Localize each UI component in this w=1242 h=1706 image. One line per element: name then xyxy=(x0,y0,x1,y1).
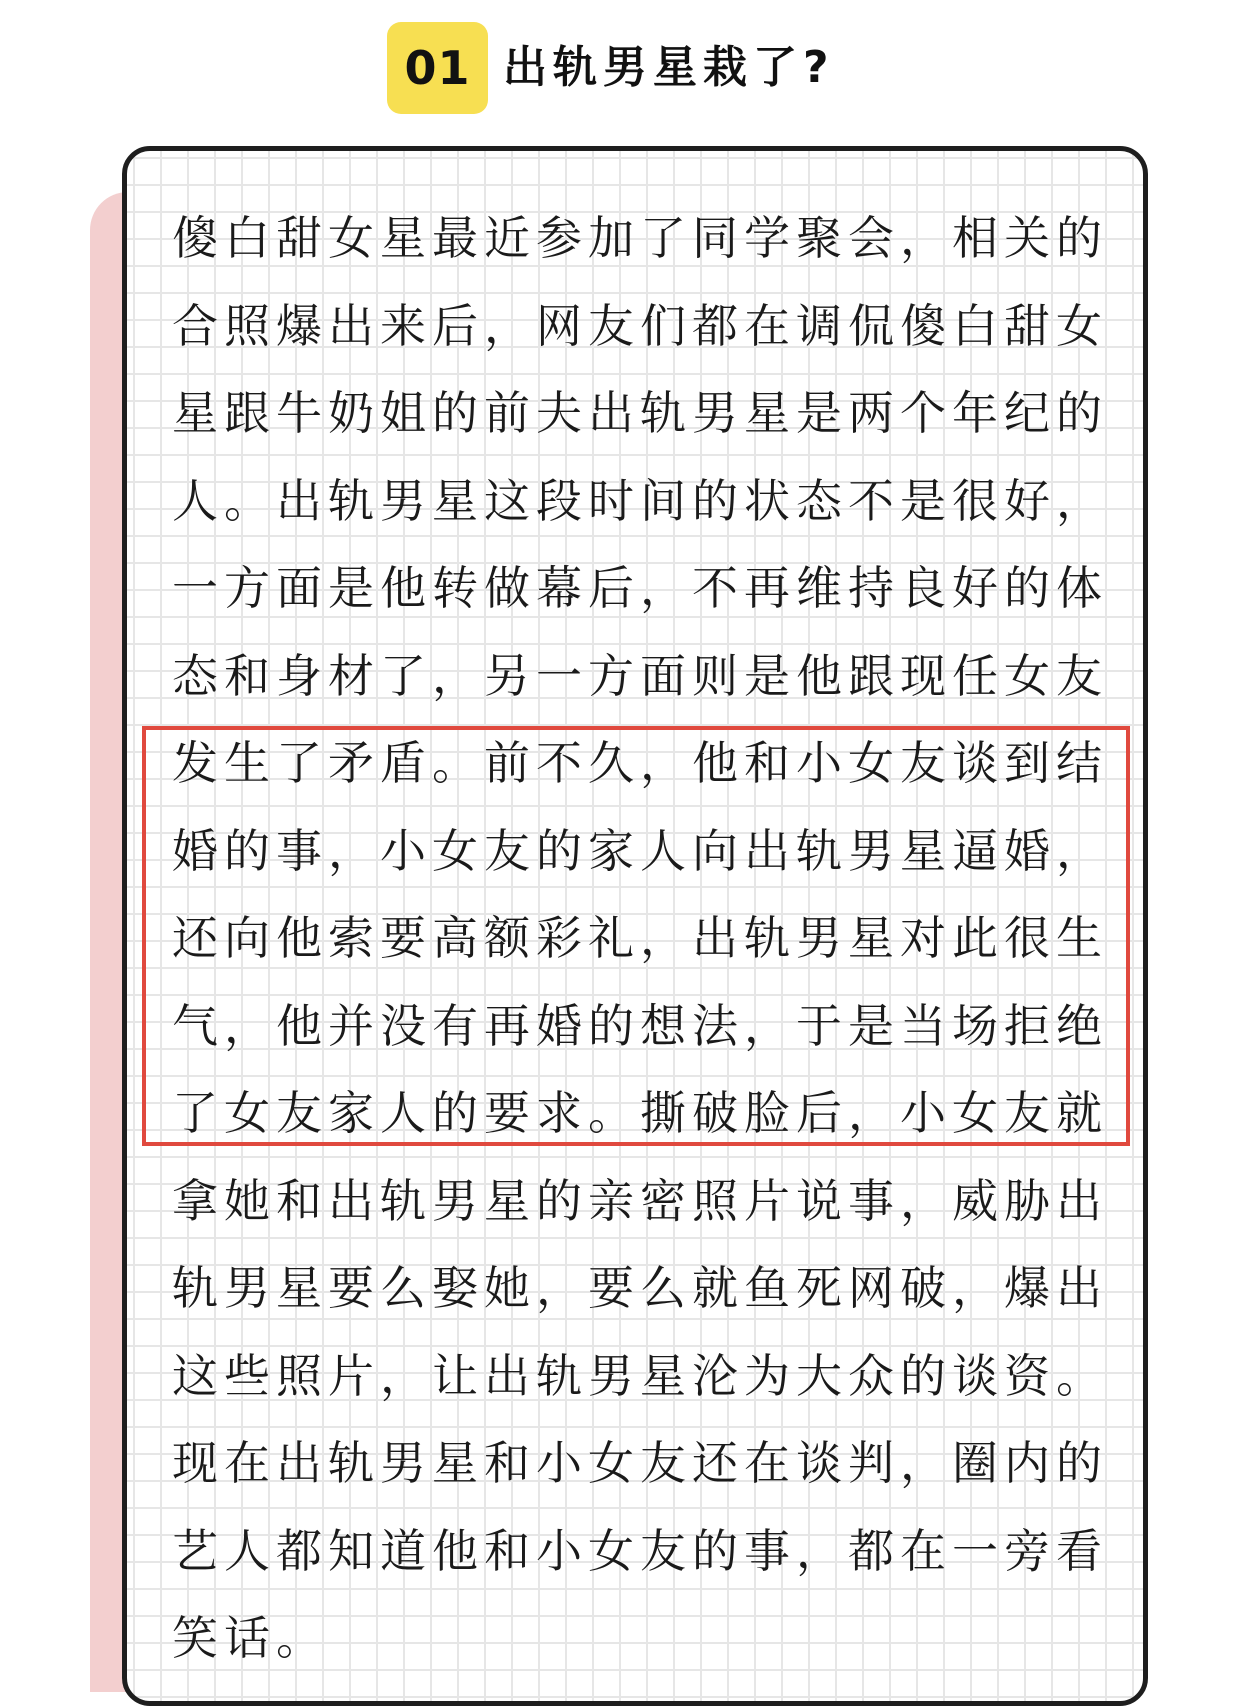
text-line: 轨男星要么娶她，要么就鱼死网破，爆出 xyxy=(172,1261,1108,1315)
text-line: 一方面是他转做幕后，不再维持良好的体 xyxy=(172,561,1108,615)
section-header xyxy=(0,22,1242,114)
section-number-badge: 01 xyxy=(387,22,488,114)
text-line: 人。出轨男星这段时间的状态不是很好， xyxy=(172,473,1108,528)
text-line: 这些照片，让出轨男星沦为大众的谈资。 xyxy=(172,1348,1108,1403)
text-line: 气，他并没有再婚的想法，于是当场拒绝 xyxy=(172,998,1108,1053)
text-line: 笑话。 xyxy=(172,1611,328,1665)
text-line: 婚的事，小女友的家人向出轨男星逼婚， xyxy=(172,823,1108,878)
text-line: 艺人都知道他和小女友的事，都在一旁看 xyxy=(172,1523,1108,1578)
text-line: 星跟牛奶姐的前夫出轨男星是两个年纪的 xyxy=(172,386,1108,440)
text-line: 合照爆出来后，网友们都在调侃傻白甜女 xyxy=(172,298,1108,353)
article-body xyxy=(172,195,1108,1683)
text-line: 傻白甜女星最近参加了同学聚会，相关的 xyxy=(172,211,1108,265)
text-line: 拿她和出轨男星的亲密照片说事，威胁出 xyxy=(172,1173,1108,1228)
text-line: 了女友家人的要求。撕破脸后，小女友就 xyxy=(172,1086,1108,1140)
text-line: 发生了矛盾。前不久，他和小女友谈到结 xyxy=(172,736,1108,790)
text-line: 现在出轨男星和小女友还在谈判，圈内的 xyxy=(172,1436,1108,1490)
section-title: 出轨男星栽了? xyxy=(503,42,835,93)
text-line: 还向他索要高额彩礼，出轨男星对此很生 xyxy=(172,911,1108,965)
text-line: 态和身材了，另一方面则是他跟现任女友 xyxy=(172,648,1108,703)
